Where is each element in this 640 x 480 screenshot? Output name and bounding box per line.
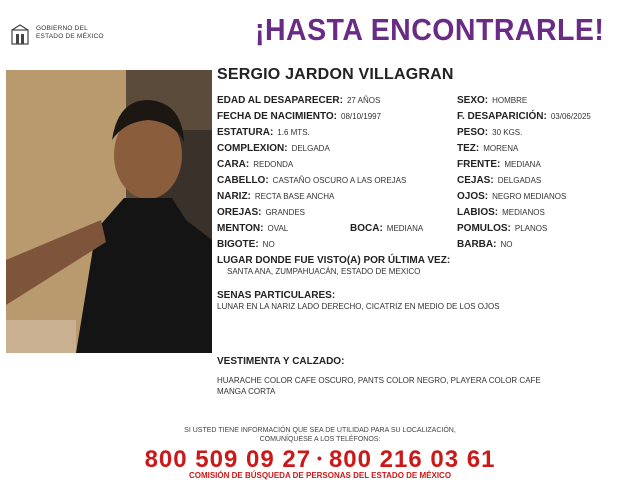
marks-title: SENAS PARTICULARES: [217,290,336,301]
field-barba [457,240,512,250]
field-label: OREJAS: [217,207,262,218]
field-value: NEGRO MEDIANOS [492,192,567,201]
field-estatura [217,128,310,138]
field-fecha-nacimiento [217,112,381,122]
logo-line-2: ESTADO DE MÉXICO [36,33,104,40]
field-label: TEZ: [457,143,480,154]
field-labios [457,208,545,218]
clothing-line-2: MANGA CORTA [217,387,276,396]
government-logo [10,22,120,48]
state-emblem-icon [10,24,30,46]
last-seen-title: LUGAR DONDE FUE VISTO(A) POR ÚLTIMA VEZ: [217,255,451,266]
field-sexo [457,96,527,106]
field-value: 1.6 MTS. [277,128,310,137]
field-value: RECTA BASE ANCHA [254,192,335,201]
field-value: OVAL [267,224,289,233]
field-pomulos [457,224,547,234]
person-name: SERGIO JARDON VILLAGRAN [217,66,454,83]
marks-text: LUNAR EN LA NARIZ LADO DERECHO, CICATRIZ EN MEDIO DE LOS OJOS [217,302,500,311]
field-label: ESTATURA: [217,127,274,138]
field-fecha-desaparicion [457,112,591,122]
field-label: BARBA: [457,239,497,250]
field-value: NO [262,240,275,249]
field-value: GRANDES [265,208,306,217]
field-label: CARA: [217,159,250,170]
field-tez [457,144,518,154]
missing-person-photo [6,70,212,353]
clothing-title: VESTIMENTA Y CALZADO: [217,356,345,367]
field-cejas [457,176,541,186]
field-label: CABELLO: [217,175,269,186]
field-ojos [457,192,566,202]
field-label: BIGOTE: [217,239,259,250]
field-label: OJOS: [457,191,489,202]
field-cara [217,160,293,170]
field-label: NARIZ: [217,191,251,202]
field-value: CASTAÑO OSCURO A LAS OREJAS [272,176,407,185]
field-frente [457,160,541,170]
field-value: DELGADAS [497,176,542,185]
field-label: EDAD AL DESAPARECER: [217,95,343,106]
field-bigote [217,240,275,250]
field-label: F. DESAPARICIÓN: [457,111,547,122]
field-value: MEDIANA [504,160,541,169]
footer-note-2: COMUNÍQUESE A LOS TELÉFONOS: [259,436,381,443]
field-label: COMPLEXION: [217,143,288,154]
person-photo-illustration [6,70,212,353]
field-label: CEJAS: [457,175,494,186]
field-menton [217,224,288,234]
field-value: HOMBRE [492,96,528,105]
field-value: 03/06/2025 [550,112,591,121]
field-label: FRENTE: [457,159,501,170]
field-value: MEDIANA [386,224,424,233]
field-value: 30 KGS. [492,128,523,137]
field-complexion [217,144,330,154]
footer-note-1: SI USTED TIENE INFORMACIÓN QUE SEA DE UTILIDAD PARA SU LOCALIZACIÓN, [184,427,456,434]
field-value: MORENA [483,144,519,153]
field-label: MENTON: [217,223,264,234]
last-seen-text: SANTA ANA, ZUMPAHUACÁN, ESTADO DE MEXICO [227,267,421,276]
phone-1[interactable]: 800 509 09 27 [144,446,312,473]
commission-name: COMISIÓN DE BÚSQUEDA DE PERSONAS DEL ESTADO DE MÉXICO [188,471,452,480]
field-boca [350,224,423,234]
phone-separator: • [317,450,323,466]
field-peso [457,128,522,138]
field-cabello [217,176,406,186]
phone-2[interactable]: 800 216 03 61 [328,446,496,473]
field-label: SEXO: [457,95,489,106]
field-value: 08/10/1997 [341,112,382,121]
field-value: PLANOS [514,224,548,233]
field-label: POMULOS: [457,223,511,234]
field-label: BOCA: [350,223,383,234]
field-value: MEDIANOS [502,208,545,217]
field-label: LABIOS: [457,207,499,218]
field-edad [217,96,380,106]
field-label: FECHA DE NACIMIENTO: [217,111,337,122]
field-value: 27 AÑOS [346,96,381,105]
phone-numbers [0,446,640,474]
field-value: DELGADA [291,144,330,153]
clothing-line-1: HUARACHE COLOR CAFE OSCURO, PANTS COLOR NEGRO, PLAYERA COLOR CAFE [217,376,541,385]
field-label: PESO: [457,127,489,138]
field-nariz [217,192,334,202]
field-value: NO [500,240,513,249]
field-orejas [217,208,305,218]
field-value: REDONDA [253,160,294,169]
headline: ¡HASTA ENCONTRARLE! [255,12,605,47]
logo-line-1: GOBIERNO DEL [36,25,88,32]
